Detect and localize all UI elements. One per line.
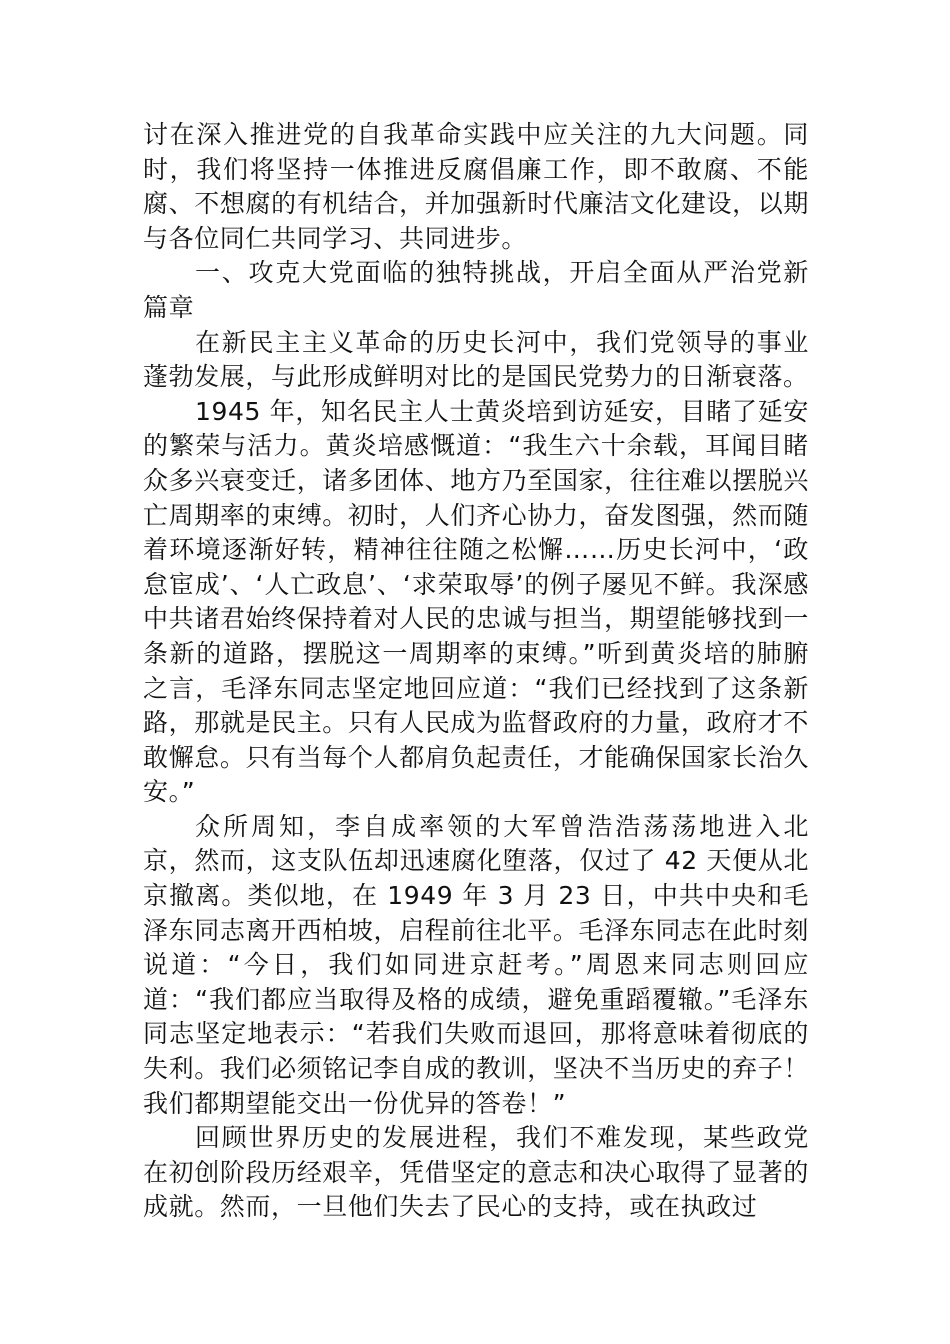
paragraph: 1945 年，知名民主人士黄炎培到访延安，目睹了延安的繁荣与活力。黄炎培感慨道：“我生六十余载，耳闻目睹众多兴衰变迁，诸多团体、地方乃至国家，往往难以摆脱兴亡周期率的束缚。初时，人们齐心协力，奋发图强，然而随着环境逐渐好转，精神往往随之松懈……历史长河中，‘政怠宦成’、‘人亡政息’、‘求荣取辱’的例子屡见不鲜。我深感中共诸君始终保持着对人民的忠诚与担当，期望能够找到一条新的道路，摆脱这一周期率的束缚。”听到黄炎培的肺腑之言，毛泽东同志坚定地回应道：“我们已经找到了这条新路，那就是民主。只有人民成为监督政府的力量，政府才不敢懈怠。只有当每个人都肩负起责任，才能确保国家长治久安。” [143, 396, 809, 807]
paragraph: 在新民主主义革命的历史长河中，我们党领导的事业蓬勃发展，与此形成鲜明对比的是国民党势力的日渐衰落。 [143, 327, 809, 392]
paragraph-continuation: 讨在深入推进党的自我革命实践中应关注的九大问题。同时，我们将坚持一体推进反腐倡廉工作，即不敢腐、不能腐、不想腐的有机结合，并加强新时代廉洁文化建设，以期与各位同仁共同学习、共同进步。 [143, 120, 809, 253]
document-page [143, 118, 809, 1225]
paragraph: 回顾世界历史的发展进程，我们不难发现，某些政党在初创阶段历经艰辛，凭借坚定的意志和决心取得了显著的成就。然而，一旦他们失去了民心的支持，或在执政过 [143, 1123, 809, 1222]
section-heading: 一、攻克大党面临的独特挑战，开启全面从严治党新篇章 [143, 258, 809, 322]
paragraph: 众所周知，李自成率领的大军曾浩浩荡荡地进入北京，然而，这支队伍却迅速腐化堕落，仅过了 42 天便从北京撤离。类似地，在 1949 年 3 月 23 日，中共中央和毛泽东同志离开西柏坡，启程前往北平。毛泽东同志在此时刻说道：“今日，我们如同进京赶考。”周恩来同志则回应道：“我们都应当取得及格的成绩，避免重蹈覆辙。”毛泽东同志坚定地表示：“若我们失败而退回，那将意味着彻底的失利。我们必须铭记李自成的教训，坚决不当历史的弃子！我们都期望能交出一份优异的答卷！” [143, 811, 809, 1118]
